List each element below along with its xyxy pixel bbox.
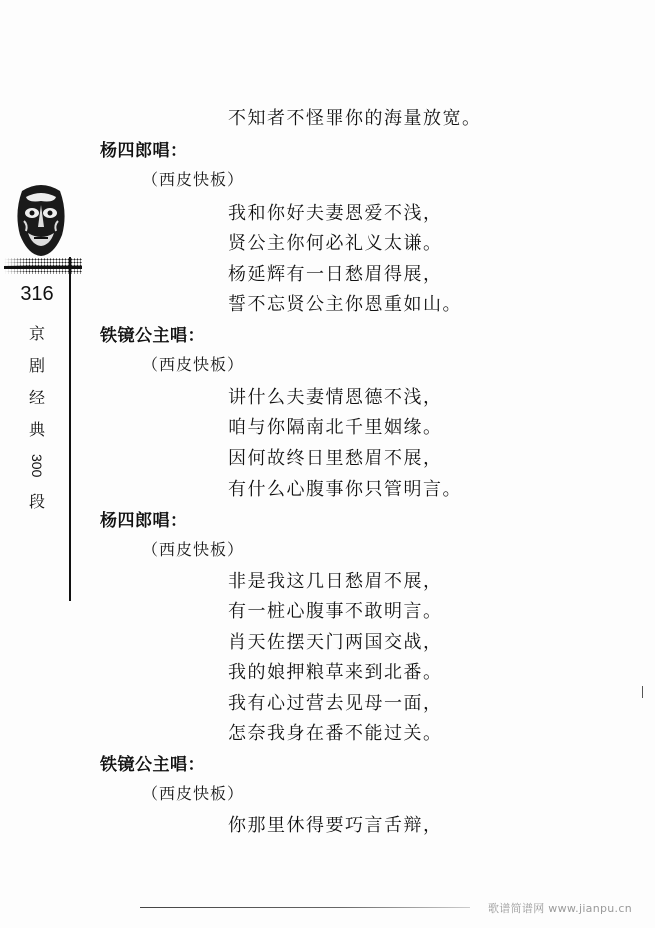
- margin-rule-vertical: [69, 257, 71, 601]
- bottom-rule: [140, 907, 470, 908]
- scan-mark: [642, 686, 643, 698]
- lyric-line: 不知者不怪罪你的海量放宽。: [228, 108, 482, 129]
- speaker-label: 铁镜公主唱：: [100, 326, 205, 346]
- lyric-line: 有一桩心腹事不敢明言。: [228, 601, 443, 622]
- lyric-line: 贤公主你何必礼义太谦。: [228, 233, 443, 254]
- opera-mask-emblem: [14, 183, 68, 257]
- lyric-line: 咱与你隔南北千里姻缘。: [228, 417, 443, 438]
- tune-label: （西皮快板）: [142, 784, 245, 803]
- book-title-vertical: [22, 318, 52, 518]
- lyric-line: 肖天佐摆天门两国交战，: [228, 632, 443, 653]
- page-number: 316: [20, 283, 54, 305]
- lyric-line: 讲什么夫妻情恩德不浅，: [228, 387, 443, 408]
- lyric-line: 我有心过营去见母一面，: [228, 693, 443, 714]
- book-title-char: 典: [28, 420, 45, 439]
- book-title-char: 京: [28, 324, 45, 343]
- lyric-line: 誓不忘贤公主你恩重如山。: [228, 294, 462, 315]
- book-title-char: 经: [28, 388, 45, 407]
- lyric-line: 有什么心腹事你只管明言。: [228, 479, 462, 500]
- lyric-line: 杨延辉有一日愁眉得展，: [228, 264, 443, 285]
- site-watermark: 歌谱简谱网 www.jianpu.cn: [488, 902, 632, 915]
- lyric-line: 我的娘押粮草来到北番。: [228, 662, 443, 683]
- speaker-label: 铁镜公主唱：: [100, 755, 205, 775]
- tune-label: （西皮快板）: [142, 540, 245, 559]
- tune-label: （西皮快板）: [142, 355, 245, 374]
- lyric-line: 怎奈我身在番不能过关。: [228, 723, 443, 744]
- lyric-line: 你那里休得要巧言舌辩，: [228, 815, 443, 836]
- lyric-line: 我和你好夫妻恩爱不浅，: [228, 203, 443, 224]
- tune-label: （西皮快板）: [142, 170, 245, 189]
- speaker-label: 杨四郎唱：: [100, 511, 188, 531]
- book-title-char: 剧: [28, 356, 45, 375]
- speaker-label: 杨四郎唱：: [100, 141, 188, 161]
- lyric-line: 非是我这几日愁眉不展，: [228, 571, 443, 592]
- book-title-number: 300: [29, 454, 45, 478]
- lyric-line: 因何故终日里愁眉不展，: [228, 448, 443, 469]
- book-title-char: 段: [28, 492, 45, 511]
